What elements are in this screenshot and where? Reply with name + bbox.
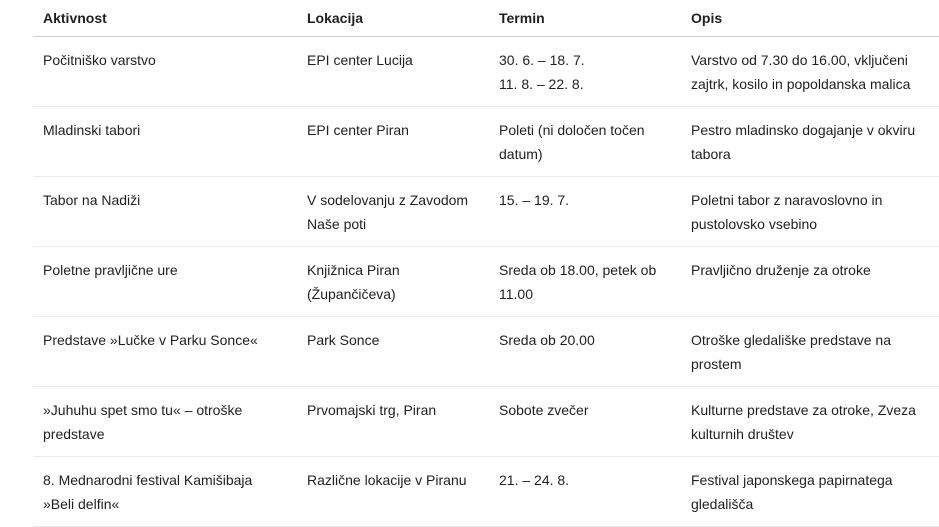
- cell-aktivnost: [33, 246, 297, 316]
- cell-aktivnost: [33, 176, 297, 246]
- cell-text-line: Prvomajski trg, Piran: [307, 401, 437, 418]
- table-row: [33, 106, 939, 176]
- header-termin: Termin: [489, 0, 681, 36]
- cell-text-line: V sodelovanju z Zavodom: [307, 191, 469, 208]
- cell-lokacija: [297, 386, 489, 456]
- header-aktivnost: Aktivnost: [33, 0, 297, 36]
- cell-text-line: Pestro mladinsko dogajanje v okviru: [691, 121, 916, 138]
- cell-termin: [489, 386, 681, 456]
- cell-opis: [681, 456, 939, 526]
- cell-opis: [681, 246, 939, 316]
- cell-termin: [489, 246, 681, 316]
- cell-text-line: predstave: [43, 425, 105, 442]
- cell-lokacija: [297, 456, 489, 526]
- cell-text-line: Kulturne predstave za otroke, Zveza: [691, 401, 916, 418]
- cell-opis: [681, 316, 939, 386]
- table-row: [33, 36, 939, 106]
- cell-text-line: EPI center Lucija: [307, 51, 413, 68]
- table-row: [33, 246, 939, 316]
- cell-text-line: Poletne pravljične ure: [43, 261, 178, 278]
- cell-text-line: Festival japonskega papirnatega: [691, 471, 893, 488]
- cell-text-line: 8. Mednarodni festival Kamišibaja: [43, 471, 253, 488]
- cell-text-line: Poletni tabor z naravoslovno in: [691, 191, 883, 208]
- cell-text-line: Tabor na Nadiži: [43, 191, 141, 208]
- cell-text-line: Različne lokacije v Piranu: [307, 471, 467, 488]
- cell-text-line: Sreda ob 20.00: [499, 331, 595, 348]
- cell-text-line: Mladinski tabori: [43, 121, 141, 138]
- cell-termin: [489, 316, 681, 386]
- cell-text-line: Otroške gledališke predstave na: [691, 331, 891, 348]
- cell-lokacija: [297, 316, 489, 386]
- cell-lokacija: [297, 176, 489, 246]
- cell-text-line: Sobote zvečer: [499, 401, 589, 418]
- cell-opis: [681, 106, 939, 176]
- cell-text-line: 15. – 19. 7.: [499, 191, 570, 208]
- cell-aktivnost: [33, 316, 297, 386]
- cell-lokacija: [297, 36, 489, 106]
- activities-table: [33, 0, 939, 527]
- cell-text-line: »Juhuhu spet smo tu« – otroške: [43, 401, 243, 418]
- cell-text-line: Počitniško varstvo: [43, 51, 156, 68]
- cell-aktivnost: [33, 456, 297, 526]
- cell-text-line: Predstave »Lučke v Parku Sonce«: [43, 331, 258, 348]
- cell-text-line: pustolovsko vsebino: [691, 215, 818, 232]
- table-row: [33, 386, 939, 456]
- table-row: [33, 316, 939, 386]
- cell-text-line: »Beli delfin«: [43, 495, 120, 512]
- cell-text-line: zajtrk, kosilo in popoldanska malica: [691, 75, 911, 92]
- cell-text-line: kulturnih društev: [691, 425, 794, 442]
- cell-text-line: 21. – 24. 8.: [499, 471, 570, 488]
- table-row: [33, 456, 939, 526]
- cell-text-line: EPI center Piran: [307, 121, 409, 138]
- cell-termin: [489, 176, 681, 246]
- cell-text-line: gledališča: [691, 495, 754, 512]
- activities-table-container: [33, 0, 939, 527]
- cell-text-line: Knjižnica Piran: [307, 261, 400, 278]
- cell-lokacija: [297, 246, 489, 316]
- cell-text-line: 11. 8. – 22. 8.: [499, 75, 584, 92]
- cell-lokacija: [297, 106, 489, 176]
- cell-text-line: datum): [499, 145, 543, 162]
- cell-text-line: tabora: [691, 145, 731, 162]
- cell-text-line: (Župančičeva): [307, 285, 396, 302]
- cell-termin: [489, 106, 681, 176]
- cell-aktivnost: [33, 386, 297, 456]
- cell-opis: [681, 36, 939, 106]
- cell-text-line: 30. 6. – 18. 7.: [499, 51, 585, 68]
- cell-text-line: Sreda ob 18.00, petek ob: [499, 261, 657, 278]
- table-row: [33, 176, 939, 246]
- cell-text-line: Park Sonce: [307, 331, 380, 348]
- cell-text-line: Varstvo od 7.30 do 16.00, vključeni: [691, 51, 908, 68]
- header-lokacija: Lokacija: [297, 0, 489, 36]
- cell-text-line: Pravljično druženje za otroke: [691, 261, 871, 278]
- cell-termin: [489, 456, 681, 526]
- cell-opis: [681, 386, 939, 456]
- header-opis: Opis: [681, 0, 939, 36]
- cell-text-line: prostem: [691, 355, 742, 372]
- cell-aktivnost: [33, 36, 297, 106]
- cell-termin: [489, 36, 681, 106]
- table-body: [33, 36, 939, 526]
- cell-text-line: 11.00: [499, 285, 533, 302]
- cell-text-line: Naše poti: [307, 215, 367, 232]
- cell-text-line: Poleti (ni določen točen: [499, 121, 645, 138]
- cell-opis: [681, 176, 939, 246]
- table-header-row: [33, 0, 939, 36]
- cell-aktivnost: [33, 106, 297, 176]
